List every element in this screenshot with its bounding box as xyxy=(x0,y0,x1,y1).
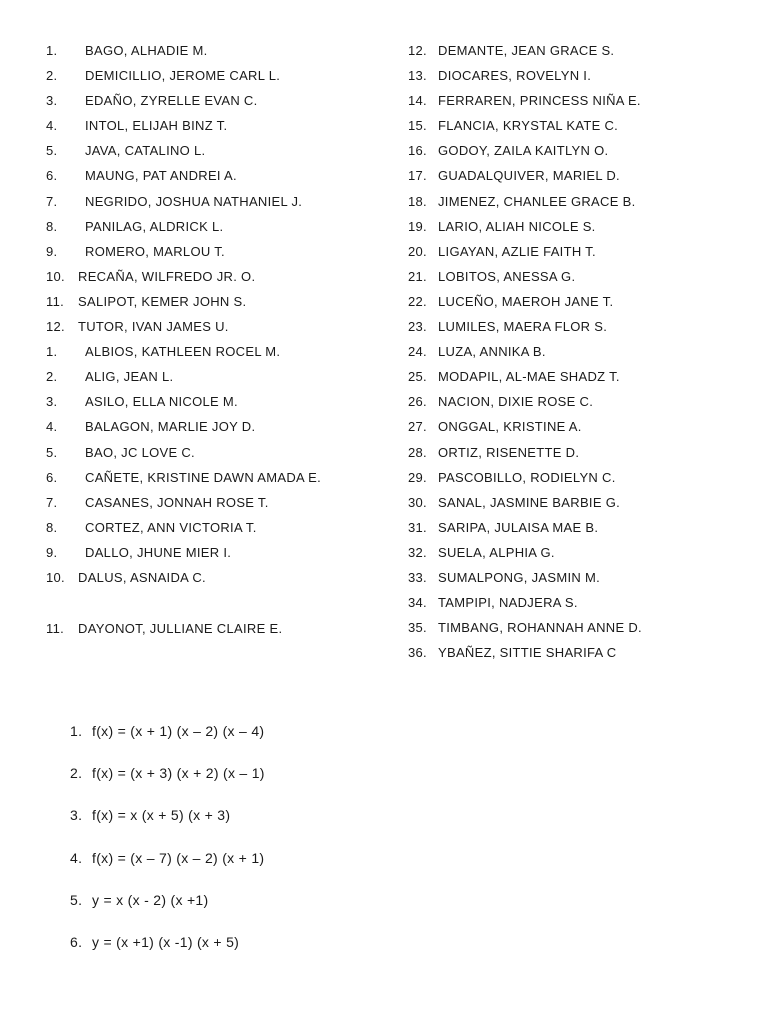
list-item xyxy=(408,469,748,494)
list-item xyxy=(46,218,386,243)
list-item xyxy=(46,368,386,393)
student-name: LARIO, ALIAH NICOLE S. xyxy=(438,218,596,234)
student-name: MODAPIL, AL-MAE SHADZ T. xyxy=(438,369,620,385)
item-number: 6. xyxy=(46,168,58,184)
item-number: 7. xyxy=(46,494,58,510)
item-number: 4. xyxy=(46,419,58,435)
function-number: 4. xyxy=(70,849,83,866)
list-item xyxy=(46,444,386,469)
student-name: MAUNG, PAT ANDREI A. xyxy=(85,168,237,184)
function-expression: f(x) = (x + 1) (x – 2) (x – 4) xyxy=(92,723,265,739)
function-expression: y = x (x - 2) (x +1) xyxy=(92,891,209,908)
list-item xyxy=(408,569,748,594)
list-item xyxy=(46,42,386,67)
list-item xyxy=(408,92,748,117)
function-number: 3. xyxy=(70,807,83,824)
item-number: 14. xyxy=(408,93,427,109)
student-name: DIOCARES, ROVELYN I. xyxy=(438,68,592,84)
student-name: ORTIZ, RISENETTE D. xyxy=(438,444,580,460)
list-item xyxy=(46,393,386,418)
list-item xyxy=(46,268,386,293)
student-name: SUMALPONG, JASMIN M. xyxy=(438,569,601,585)
list-item xyxy=(408,293,748,318)
list-item xyxy=(46,343,386,368)
list-item xyxy=(46,469,386,494)
student-name: LUZA, ANNIKA B. xyxy=(438,344,546,360)
student-name: LOBITOS, ANESSA G. xyxy=(438,268,576,284)
list-item xyxy=(46,117,386,142)
student-name: SALIPOT, KEMER JOHN S. xyxy=(78,293,247,309)
item-number: 22. xyxy=(408,293,427,309)
student-name: LUMILES, MAERA FLOR S. xyxy=(438,319,608,335)
item-number: 31. xyxy=(408,519,427,535)
student-name: ROMERO, MARLOU T. xyxy=(85,243,225,259)
list-item xyxy=(46,92,386,117)
list-item xyxy=(408,544,748,569)
list-item xyxy=(46,494,386,519)
list-item xyxy=(46,620,386,645)
item-number: 11. xyxy=(46,621,65,637)
student-name: CORTEZ, ANN VICTORIA T. xyxy=(85,519,257,535)
student-name: SARIPA, JULAISA MAE B. xyxy=(438,519,599,535)
list-item xyxy=(408,167,748,192)
item-number: 32. xyxy=(408,544,427,560)
item-number: 10. xyxy=(46,268,65,284)
list-item xyxy=(408,368,748,393)
student-name: FERRAREN, PRINCESS NIÑA E. xyxy=(438,93,641,109)
item-number: 16. xyxy=(408,143,427,159)
list-item xyxy=(46,243,386,268)
item-number: 29. xyxy=(408,469,427,485)
student-name: DAYONOT, JULLIANE CLAIRE E. xyxy=(78,621,283,637)
student-name: SUELA, ALPHIA G. xyxy=(438,544,555,560)
list-item xyxy=(408,318,748,343)
student-name: BALAGON, MARLIE JOY D. xyxy=(85,419,256,435)
list-item xyxy=(46,167,386,192)
item-number: 35. xyxy=(408,620,427,636)
student-name: EDAÑO, ZYRELLE EVAN C. xyxy=(85,93,258,109)
list-item xyxy=(46,569,386,594)
student-name: PASCOBILLO, RODIELYN C. xyxy=(438,469,616,485)
item-number: 6. xyxy=(46,469,58,485)
item-number: 25. xyxy=(408,369,427,385)
item-number: 11. xyxy=(46,293,65,309)
item-number: 5. xyxy=(46,444,58,460)
student-name: ALIG, JEAN L. xyxy=(85,369,174,385)
student-name: TIMBANG, ROHANNAH ANNE D. xyxy=(438,620,642,636)
function-expression: y = (x +1) (x -1) (x + 5) xyxy=(92,933,240,950)
list-item xyxy=(408,142,748,167)
function-number: 6. xyxy=(70,933,83,950)
list-item xyxy=(46,519,386,544)
student-name: ASILO, ELLA NICOLE M. xyxy=(85,394,238,410)
student-name: CASANES, JONNAH ROSE T. xyxy=(85,494,269,510)
item-number: 18. xyxy=(408,193,427,209)
item-number: 8. xyxy=(46,218,58,234)
student-name: YBAÑEZ, SITTIE SHARIFA C xyxy=(438,645,617,661)
item-number: 10. xyxy=(46,569,65,585)
student-name: CAÑETE, KRISTINE DAWN AMADA E. xyxy=(85,469,322,485)
list-item xyxy=(408,619,748,644)
student-name: DEMICILLIO, JEROME CARL L. xyxy=(85,68,281,84)
student-name: BAO, JC LOVE C. xyxy=(85,444,195,460)
item-number: 30. xyxy=(408,494,427,510)
list-item xyxy=(408,243,748,268)
student-name: ONGGAL, KRISTINE A. xyxy=(438,419,582,435)
item-number: 9. xyxy=(46,544,58,560)
item-number: 2. xyxy=(46,369,58,385)
function-expression: f(x) = (x – 7) (x – 2) (x + 1) xyxy=(92,849,265,866)
student-name: PANILAG, ALDRICK L. xyxy=(85,218,224,234)
list-item xyxy=(46,142,386,167)
list-item xyxy=(408,418,748,443)
list-item xyxy=(46,293,386,318)
item-number: 12. xyxy=(46,319,65,335)
student-name: BAGO, ALHADIE M. xyxy=(85,43,208,58)
student-name: DALLO, JHUNE MIER I. xyxy=(85,544,232,560)
student-list-right xyxy=(408,42,748,669)
list-item xyxy=(408,343,748,368)
student-name: FLANCIA, KRYSTAL KATE C. xyxy=(438,118,619,134)
item-number: 26. xyxy=(408,394,427,410)
student-name: GODOY, ZAILA KAITLYN O. xyxy=(438,143,609,159)
item-number: 9. xyxy=(46,243,58,259)
student-list-left xyxy=(46,42,386,645)
item-number: 2. xyxy=(46,68,58,84)
item-number: 19. xyxy=(408,218,427,234)
item-number: 17. xyxy=(408,168,427,184)
item-number: 21. xyxy=(408,268,427,284)
function-number: 1. xyxy=(70,723,83,739)
student-name: SANAL, JASMINE BARBIE G. xyxy=(438,494,621,510)
spacer xyxy=(46,594,386,620)
student-name: TAMPIPI, NADJERA S. xyxy=(438,595,578,611)
student-name: TUTOR, IVAN JAMES U. xyxy=(78,319,229,335)
list-item xyxy=(46,318,386,343)
student-name: JIMENEZ, CHANLEE GRACE B. xyxy=(438,193,636,209)
list-item xyxy=(408,393,748,418)
student-name: NACION, DIXIE ROSE C. xyxy=(438,394,594,410)
student-name: RECAÑA, WILFREDO JR. O. xyxy=(78,268,256,284)
item-number: 36. xyxy=(408,645,427,661)
item-number: 7. xyxy=(46,193,58,209)
function-expression: f(x) = (x + 3) (x + 2) (x – 1) xyxy=(92,765,265,782)
item-number: 4. xyxy=(46,118,58,134)
item-number: 28. xyxy=(408,444,427,460)
list-item xyxy=(408,519,748,544)
student-name: LUCEÑO, MAEROH JANE T. xyxy=(438,293,614,309)
item-number: 24. xyxy=(408,344,427,360)
list-item xyxy=(46,67,386,92)
list-item xyxy=(408,268,748,293)
item-number: 23. xyxy=(408,319,427,335)
student-name: LIGAYAN, AZLIE FAITH T. xyxy=(438,243,596,259)
list-item xyxy=(408,218,748,243)
item-number: 1. xyxy=(46,344,58,360)
student-name: DALUS, ASNAIDA C. xyxy=(78,569,206,585)
item-number: 8. xyxy=(46,519,58,535)
list-item xyxy=(408,494,748,519)
function-number: 5. xyxy=(70,891,83,908)
item-number: 20. xyxy=(408,243,427,259)
student-name: NEGRIDO, JOSHUA NATHANIEL J. xyxy=(85,193,303,209)
list-item xyxy=(408,117,748,142)
function-number: 2. xyxy=(70,765,83,782)
item-number: 5. xyxy=(46,143,58,159)
list-item xyxy=(408,644,748,669)
list-item xyxy=(408,594,748,619)
list-item xyxy=(46,418,386,443)
function-expression: f(x) = x (x + 5) (x + 3) xyxy=(92,807,231,824)
item-number: 15. xyxy=(408,118,427,134)
item-number: 33. xyxy=(408,569,427,585)
item-number: 34. xyxy=(408,595,427,611)
list-item xyxy=(408,67,748,92)
student-name: ALBIOS, KATHLEEN ROCEL M. xyxy=(85,344,281,360)
item-number: 12. xyxy=(408,43,427,58)
student-name: JAVA, CATALINO L. xyxy=(85,143,206,159)
item-number: 27. xyxy=(408,419,427,435)
list-item xyxy=(408,42,748,67)
item-number: 3. xyxy=(46,394,58,410)
list-item xyxy=(46,193,386,218)
item-number: 3. xyxy=(46,93,58,109)
student-name: DEMANTE, JEAN GRACE S. xyxy=(438,43,615,58)
list-item xyxy=(46,544,386,569)
student-name: INTOL, ELIJAH BINZ T. xyxy=(85,118,228,134)
item-number: 13. xyxy=(408,68,427,84)
list-item xyxy=(408,444,748,469)
item-number: 1. xyxy=(46,43,58,58)
student-name: GUADALQUIVER, MARIEL D. xyxy=(438,168,620,184)
list-item xyxy=(408,193,748,218)
